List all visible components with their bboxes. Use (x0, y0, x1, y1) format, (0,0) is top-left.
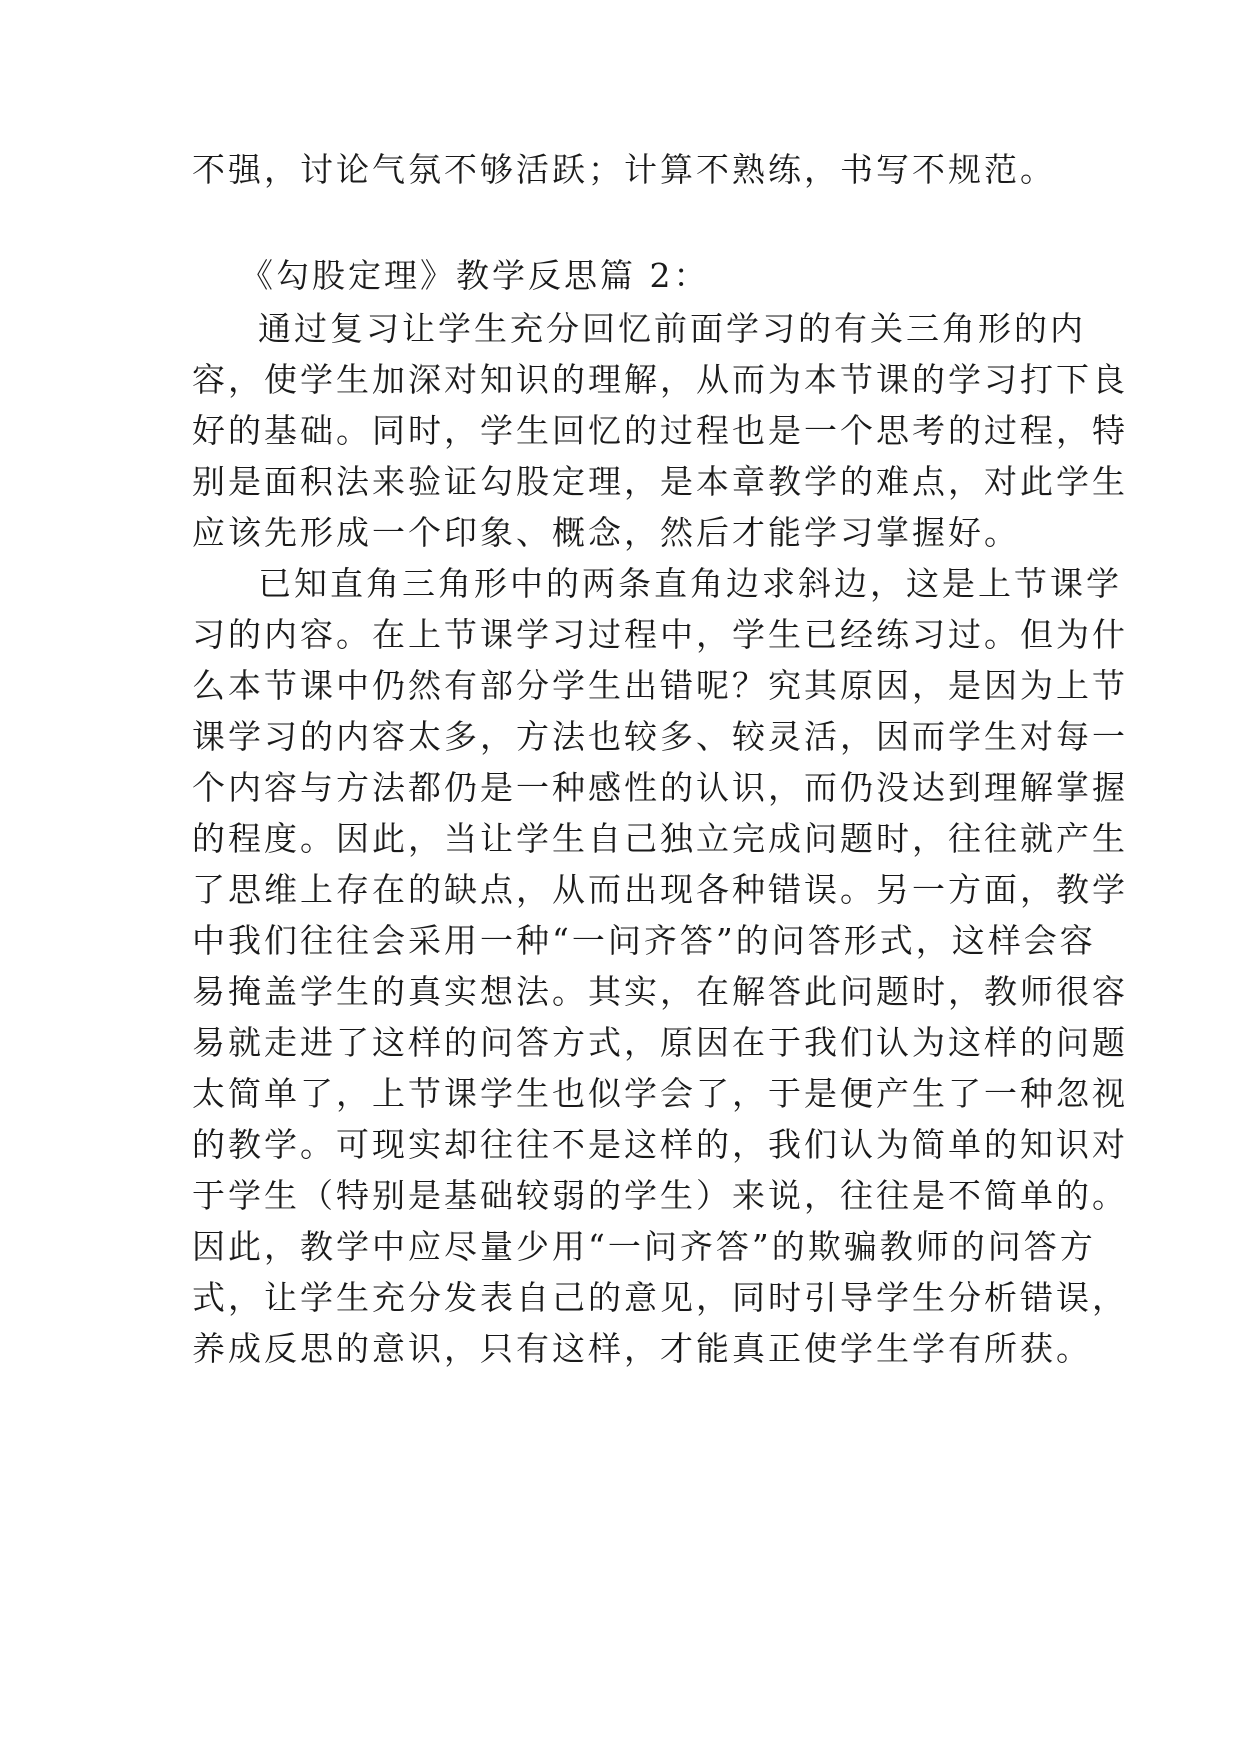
paragraph-line: 中我们往往会采用一种“一问齐答”的问答形式，这样会容 (192, 921, 1096, 960)
paragraph-line: 别是面积法来验证勾股定理，是本章教学的难点，对此学生 (192, 462, 1128, 501)
paragraph-line: 通过复习让学生充分回忆前面学习的有关三角形的内 (258, 309, 1086, 348)
paragraph-line: 因此，教学中应尽量少用“一问齐答”的欺骗教师的问答方 (192, 1227, 1096, 1266)
paragraph-line: 容，使学生加深对知识的理解，从而为本节课的学习打下良 (192, 360, 1128, 399)
paragraph-line: 已知直角三角形中的两条直角边求斜边，这是上节课学 (258, 564, 1122, 603)
paragraph-line: 易就走进了这样的问答方式，原因在于我们认为这样的问题 (192, 1023, 1128, 1062)
paragraph-line: 个内容与方法都仍是一种感性的认识，而仍没达到理解掌握 (192, 768, 1128, 807)
paragraph-line: 习的内容。在上节课学习过程中，学生已经练习过。但为什 (192, 615, 1128, 654)
paragraph-line: 式，让学生充分发表自己的意见，同时引导学生分析错误， (192, 1278, 1128, 1317)
paragraph-line: 的程度。因此，当让学生自己独立完成问题时，往往就产生 (192, 819, 1128, 858)
paragraph-line: 的教学。可现实却往往不是这样的，我们认为简单的知识对 (192, 1125, 1128, 1164)
paragraph-line: 于学生（特别是基础较弱的学生）来说，往往是不简单的。 (192, 1176, 1128, 1215)
paragraph-line: 太简单了，上节课学生也似学会了，于是便产生了一种忽视 (192, 1074, 1128, 1113)
continuation-line: 不强，讨论气氛不够活跃；计算不熟练，书写不规范。 (192, 150, 1056, 189)
paragraph-line: 易掩盖学生的真实想法。其实，在解答此问题时，教师很容 (192, 972, 1128, 1011)
paragraph-line: 么本节课中仍然有部分学生出错呢？究其原因，是因为上节 (192, 666, 1128, 705)
paragraph-line: 了思维上存在的缺点，从而出现各种错误。另一方面，教学 (192, 870, 1128, 909)
paragraph-line: 养成反思的意识，只有这样，才能真正使学生学有所获。 (192, 1329, 1092, 1368)
paragraph-line: 好的基础。同时，学生回忆的过程也是一个思考的过程，特 (192, 411, 1128, 450)
section-heading: 《勾股定理》教学反思篇 2： (240, 256, 710, 295)
paragraph-line: 课学习的内容太多，方法也较多、较灵活，因而学生对每一 (192, 717, 1128, 756)
paragraph-line: 应该先形成一个印象、概念，然后才能学习掌握好。 (192, 513, 1020, 552)
